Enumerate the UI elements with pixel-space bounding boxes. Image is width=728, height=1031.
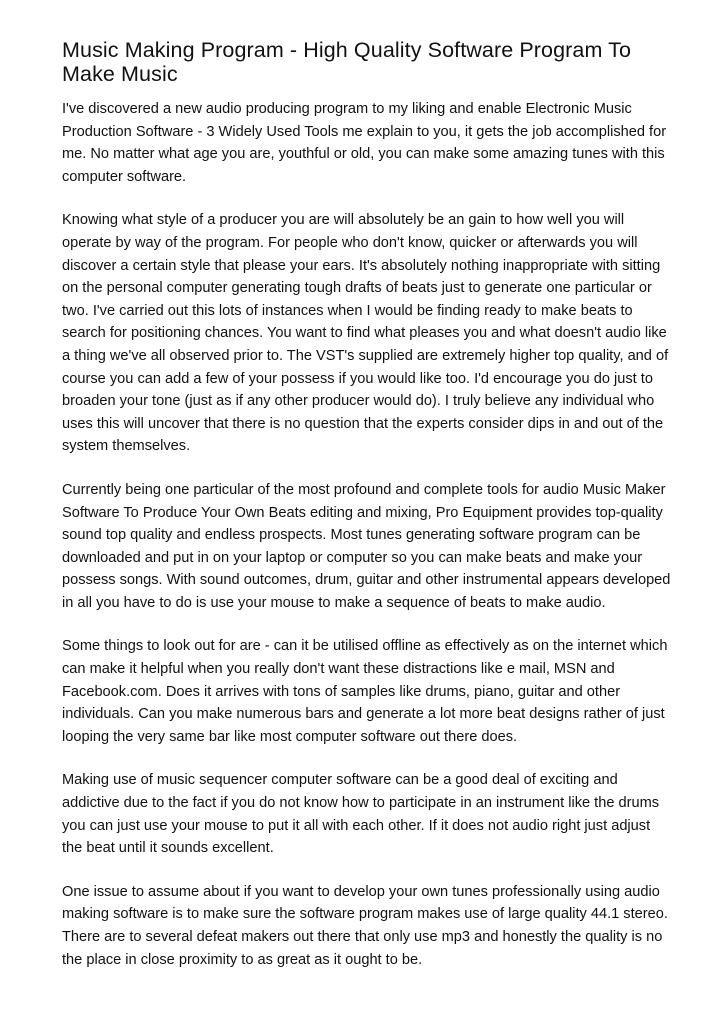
paragraph-6: One issue to assume about if you want to develop your own tunes professionally using audio making software is to make sure the software program makes use of large quality 44.1 stereo. There are to several defeat makers out there that only use mp3 and honestly the quality is no the place in close proximity to as great as it ought to be. bbox=[62, 883, 668, 968]
page-title: Music Making Program - High Quality Software Program To Make Music bbox=[62, 38, 632, 86]
document-page bbox=[62, 0, 672, 971]
paragraph-1: I've discovered a new audio producing program to my liking and enable Electronic Music Production Software - 3 Widely Used Tools me explain to you, it gets the job accomplished for me. No matter what age you are, youthful or old, you can make some amazing tunes with this computer software. bbox=[62, 101, 667, 185]
paragraph-4: Some things to look out for are - can it be utilised offline as effectively as on the internet which can make it helpful when you really don't want these distractions like e mail, MSN and Facebook.com. Does it arrives with tons of samples like drums, piano, guitar and other individuals. Can you make numerous bars and generate a lot more beat designs rather of just looping the very same bar like most computer software out there does. bbox=[62, 638, 668, 745]
paragraph-2: Knowing what style of a producer you are will absolutely be an gain to how well you will operate by way of the program. For people who don't know, quicker or afterwards you will discover a certain style that please your ears. It's absolutely nothing inappropriate with sitting on the personal computer generating tough drafts of beats just to generate one particular or two. I've carried out this lots of instances when I would be finding ready to make beats to search for positioning chances. You want to find what pleases you and what doesn't audio like a thing we've all observed prior to. The VST's supplied are extremely higher top quality, and of course you can add a few of your possess if you would like too. I'd encourage you do just to broaden your tone (just as if any other producer would do). I truly believe any individual who uses this will uncover that there is no question that the experts consider dips in and out of the system themselves. bbox=[62, 212, 669, 455]
paragraph-5: Making use of music sequencer computer software can be a good deal of exciting and addictive due to the fact if you do not know how to participate in an instrument like the drums you can just use your mouse to put it all with each other. If it does not audio right just adjust the beat until it sounds excellent. bbox=[62, 772, 660, 857]
paragraph-3: Currently being one particular of the most profound and complete tools for audio Music Maker Software To Produce Your Own Beats editing and mixing, Pro Equipment provides top-quality sound top quality and endless prospects. Most tunes generating software program can be downloaded and put in on your laptop or computer so you can make beats and make your possess songs. With sound outcomes, drum, guitar and other instrumental appears developed in all you have to do is use your mouse to make a sequence of beats to make audio. bbox=[62, 481, 671, 611]
